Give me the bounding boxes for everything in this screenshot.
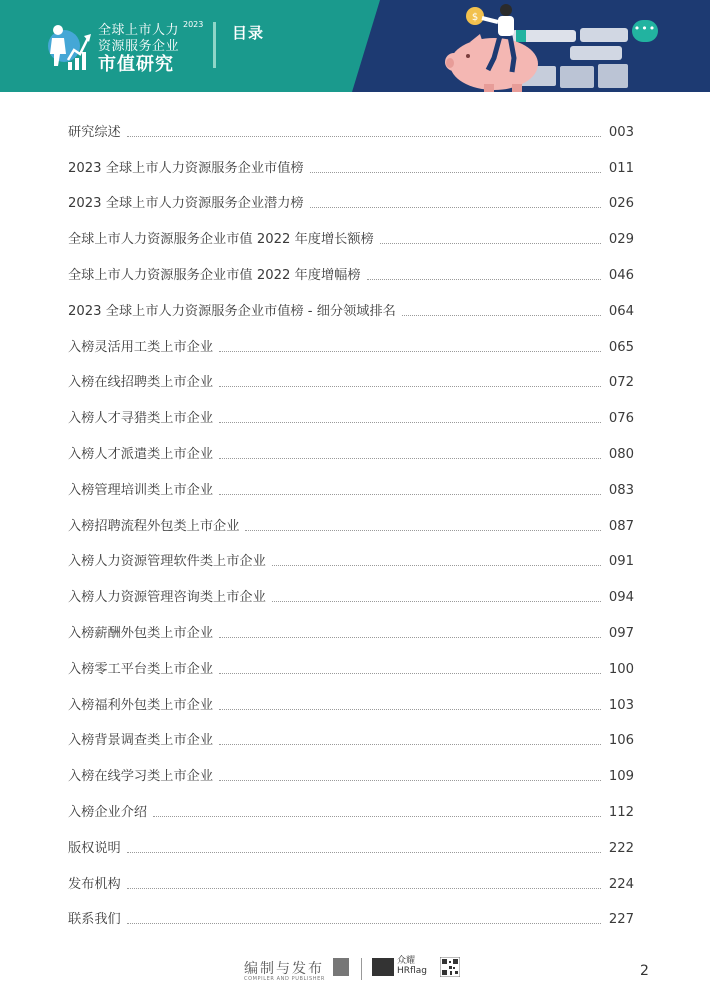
toc-entry-title: 全球上市人力资源服务企业市值 2022 年度增幅榜 (68, 267, 361, 283)
toc-entry-page: 109 (608, 769, 634, 785)
toc-entry-title: 入榜人才寻猎类上市企业 (68, 411, 214, 427)
toc-entry-page: 076 (608, 411, 634, 427)
toc-entry-page: 087 (608, 518, 634, 534)
toc-entry-page: 224 (608, 876, 634, 892)
toc-dot-leader (219, 708, 601, 710)
page-header (0, 0, 710, 92)
toc-entry-page: 103 (608, 697, 634, 713)
toc-dot-leader (127, 887, 601, 889)
brand-title-line-1: 全球上市人力 (98, 23, 180, 38)
toc-entry[interactable] (68, 466, 634, 502)
toc-dot-leader (310, 171, 601, 173)
toc-entry[interactable] (68, 502, 634, 538)
toc-entry[interactable] (68, 788, 634, 824)
toc-entry-page: 046 (608, 267, 634, 283)
toc-dot-leader (219, 350, 601, 352)
toc-dot-leader (380, 242, 601, 244)
toc-dot-leader (219, 672, 601, 674)
toc-entry-title: 入榜在线学习类上市企业 (68, 769, 214, 785)
toc-entry-page: 029 (608, 232, 634, 248)
toc-entry-title: 入榜背景调查类上市企业 (68, 733, 214, 749)
toc-entry[interactable] (68, 860, 634, 896)
toc-entry[interactable] (68, 609, 634, 645)
toc-dot-leader (310, 206, 601, 208)
toc-entry-page: 072 (608, 375, 634, 391)
toc-dot-leader (219, 743, 601, 745)
toc-dot-leader (219, 779, 601, 781)
toc-entry[interactable] (68, 251, 634, 287)
toc-entry-title: 研究综述 (68, 124, 121, 140)
toc-entry[interactable] (68, 752, 634, 788)
toc-entry-page: 003 (608, 124, 634, 140)
toc-dot-leader (127, 922, 601, 924)
hrflag-logo-line-2: HRflag (397, 966, 427, 976)
toc-entry-title: 入榜人才派遣类上市企业 (68, 446, 214, 462)
toc-dot-leader (402, 314, 601, 316)
toc-dot-leader (219, 493, 601, 495)
toc-entry-title: 入榜管理培训类上市企业 (68, 482, 214, 498)
toc-dot-leader (153, 815, 601, 817)
hrflag-logo-text (397, 956, 427, 976)
toc-entry-title: 入榜企业介绍 (68, 804, 148, 820)
publisher-logo (333, 958, 349, 976)
toc-entry[interactable] (68, 681, 634, 717)
toc-entry-page: 026 (608, 196, 634, 212)
section-title: 目录 (232, 24, 265, 42)
hrflag-logo-icon (372, 958, 394, 976)
page-footer (0, 950, 710, 990)
toc-entry[interactable] (68, 717, 634, 753)
toc-entry[interactable] (68, 180, 634, 216)
toc-entry[interactable] (68, 323, 634, 359)
toc-entry-title: 入榜薪酬外包类上市企业 (68, 625, 214, 641)
toc-entry[interactable] (68, 108, 634, 144)
toc-entry[interactable] (68, 144, 634, 180)
qr-code-icon (440, 957, 460, 977)
toc-entry-title: 入榜招聘流程外包类上市企业 (68, 518, 240, 534)
toc-entry-title: 版权说明 (68, 840, 121, 856)
header-divider (213, 22, 216, 68)
toc-dot-leader (245, 529, 600, 531)
brand-year: 2023 (183, 20, 204, 29)
toc-entry-page: 064 (608, 303, 634, 319)
toc-dot-leader (367, 278, 601, 280)
publisher-title: 编制与发布 (244, 961, 324, 977)
brand-logo-icon (44, 20, 94, 74)
toc-entry-title: 入榜零工平台类上市企业 (68, 661, 214, 677)
toc-entry[interactable] (68, 896, 634, 932)
toc-entry-page: 222 (608, 840, 634, 856)
chat-bubble-icon: ••• (632, 20, 658, 42)
publisher-subtitle: COMPILER AND PUBLISHER (244, 976, 325, 982)
toc-entry[interactable] (68, 287, 634, 323)
page-number: 2 (640, 963, 649, 979)
toc-entry-page: 097 (608, 625, 634, 641)
toc-entry[interactable] (68, 645, 634, 681)
toc-entry[interactable] (68, 573, 634, 609)
piggy-bank-illustration (420, 0, 710, 92)
toc-entry[interactable] (68, 359, 634, 395)
toc-entry-title: 入榜灵活用工类上市企业 (68, 339, 214, 355)
toc-entry-title: 2023 全球上市人力资源服务企业潜力榜 (68, 196, 304, 212)
toc-dot-leader (219, 636, 601, 638)
toc-entry-page: 065 (608, 339, 634, 355)
hrflag-logo-line-1: 众耀 (397, 956, 416, 966)
toc-entry-page: 100 (608, 661, 634, 677)
toc-dot-leader (219, 457, 601, 459)
toc-entry[interactable] (68, 538, 634, 574)
brand-title-line-2: 资源服务企业 (98, 39, 180, 54)
toc-entry[interactable] (68, 394, 634, 430)
footer-divider (361, 958, 362, 980)
toc-entry-title: 入榜在线招聘类上市企业 (68, 375, 214, 391)
toc-entry-title: 全球上市人力资源服务企业市值 2022 年度增长额榜 (68, 232, 374, 248)
toc-entry-page: 011 (608, 160, 634, 176)
toc-entry-title: 入榜人力资源管理咨询类上市企业 (68, 590, 266, 606)
toc-dot-leader (272, 564, 601, 566)
toc-entry[interactable] (68, 215, 634, 251)
toc-entry-title: 2023 全球上市人力资源服务企业市值榜 (68, 160, 304, 176)
toc-entry-page: 106 (608, 733, 634, 749)
toc-dot-leader (219, 385, 601, 387)
toc-entry-title: 入榜福利外包类上市企业 (68, 697, 214, 713)
toc-entry-page: 094 (608, 590, 634, 606)
toc-dot-leader (127, 851, 601, 853)
toc-entry-title: 发布机构 (68, 876, 121, 892)
toc-entry-page: 083 (608, 482, 634, 498)
toc-dot-leader (272, 600, 601, 602)
toc-entry-page: 112 (608, 804, 634, 820)
toc-entry-title: 2023 全球上市人力资源服务企业市值榜 - 细分领域排名 (68, 303, 396, 319)
toc-entry-page: 080 (608, 446, 634, 462)
toc-dot-leader (127, 135, 601, 137)
toc-entry-page: 091 (608, 554, 634, 570)
toc-dot-leader (219, 421, 601, 423)
svg-text:$: $ (471, 12, 479, 23)
table-of-contents (68, 108, 634, 931)
toc-entry[interactable] (68, 430, 634, 466)
brand-title-line-3: 市值研究 (98, 54, 174, 75)
toc-entry-page: 227 (608, 912, 634, 928)
toc-entry-title: 入榜人力资源管理软件类上市企业 (68, 554, 266, 570)
toc-entry-title: 联系我们 (68, 912, 121, 928)
toc-entry[interactable] (68, 824, 634, 860)
